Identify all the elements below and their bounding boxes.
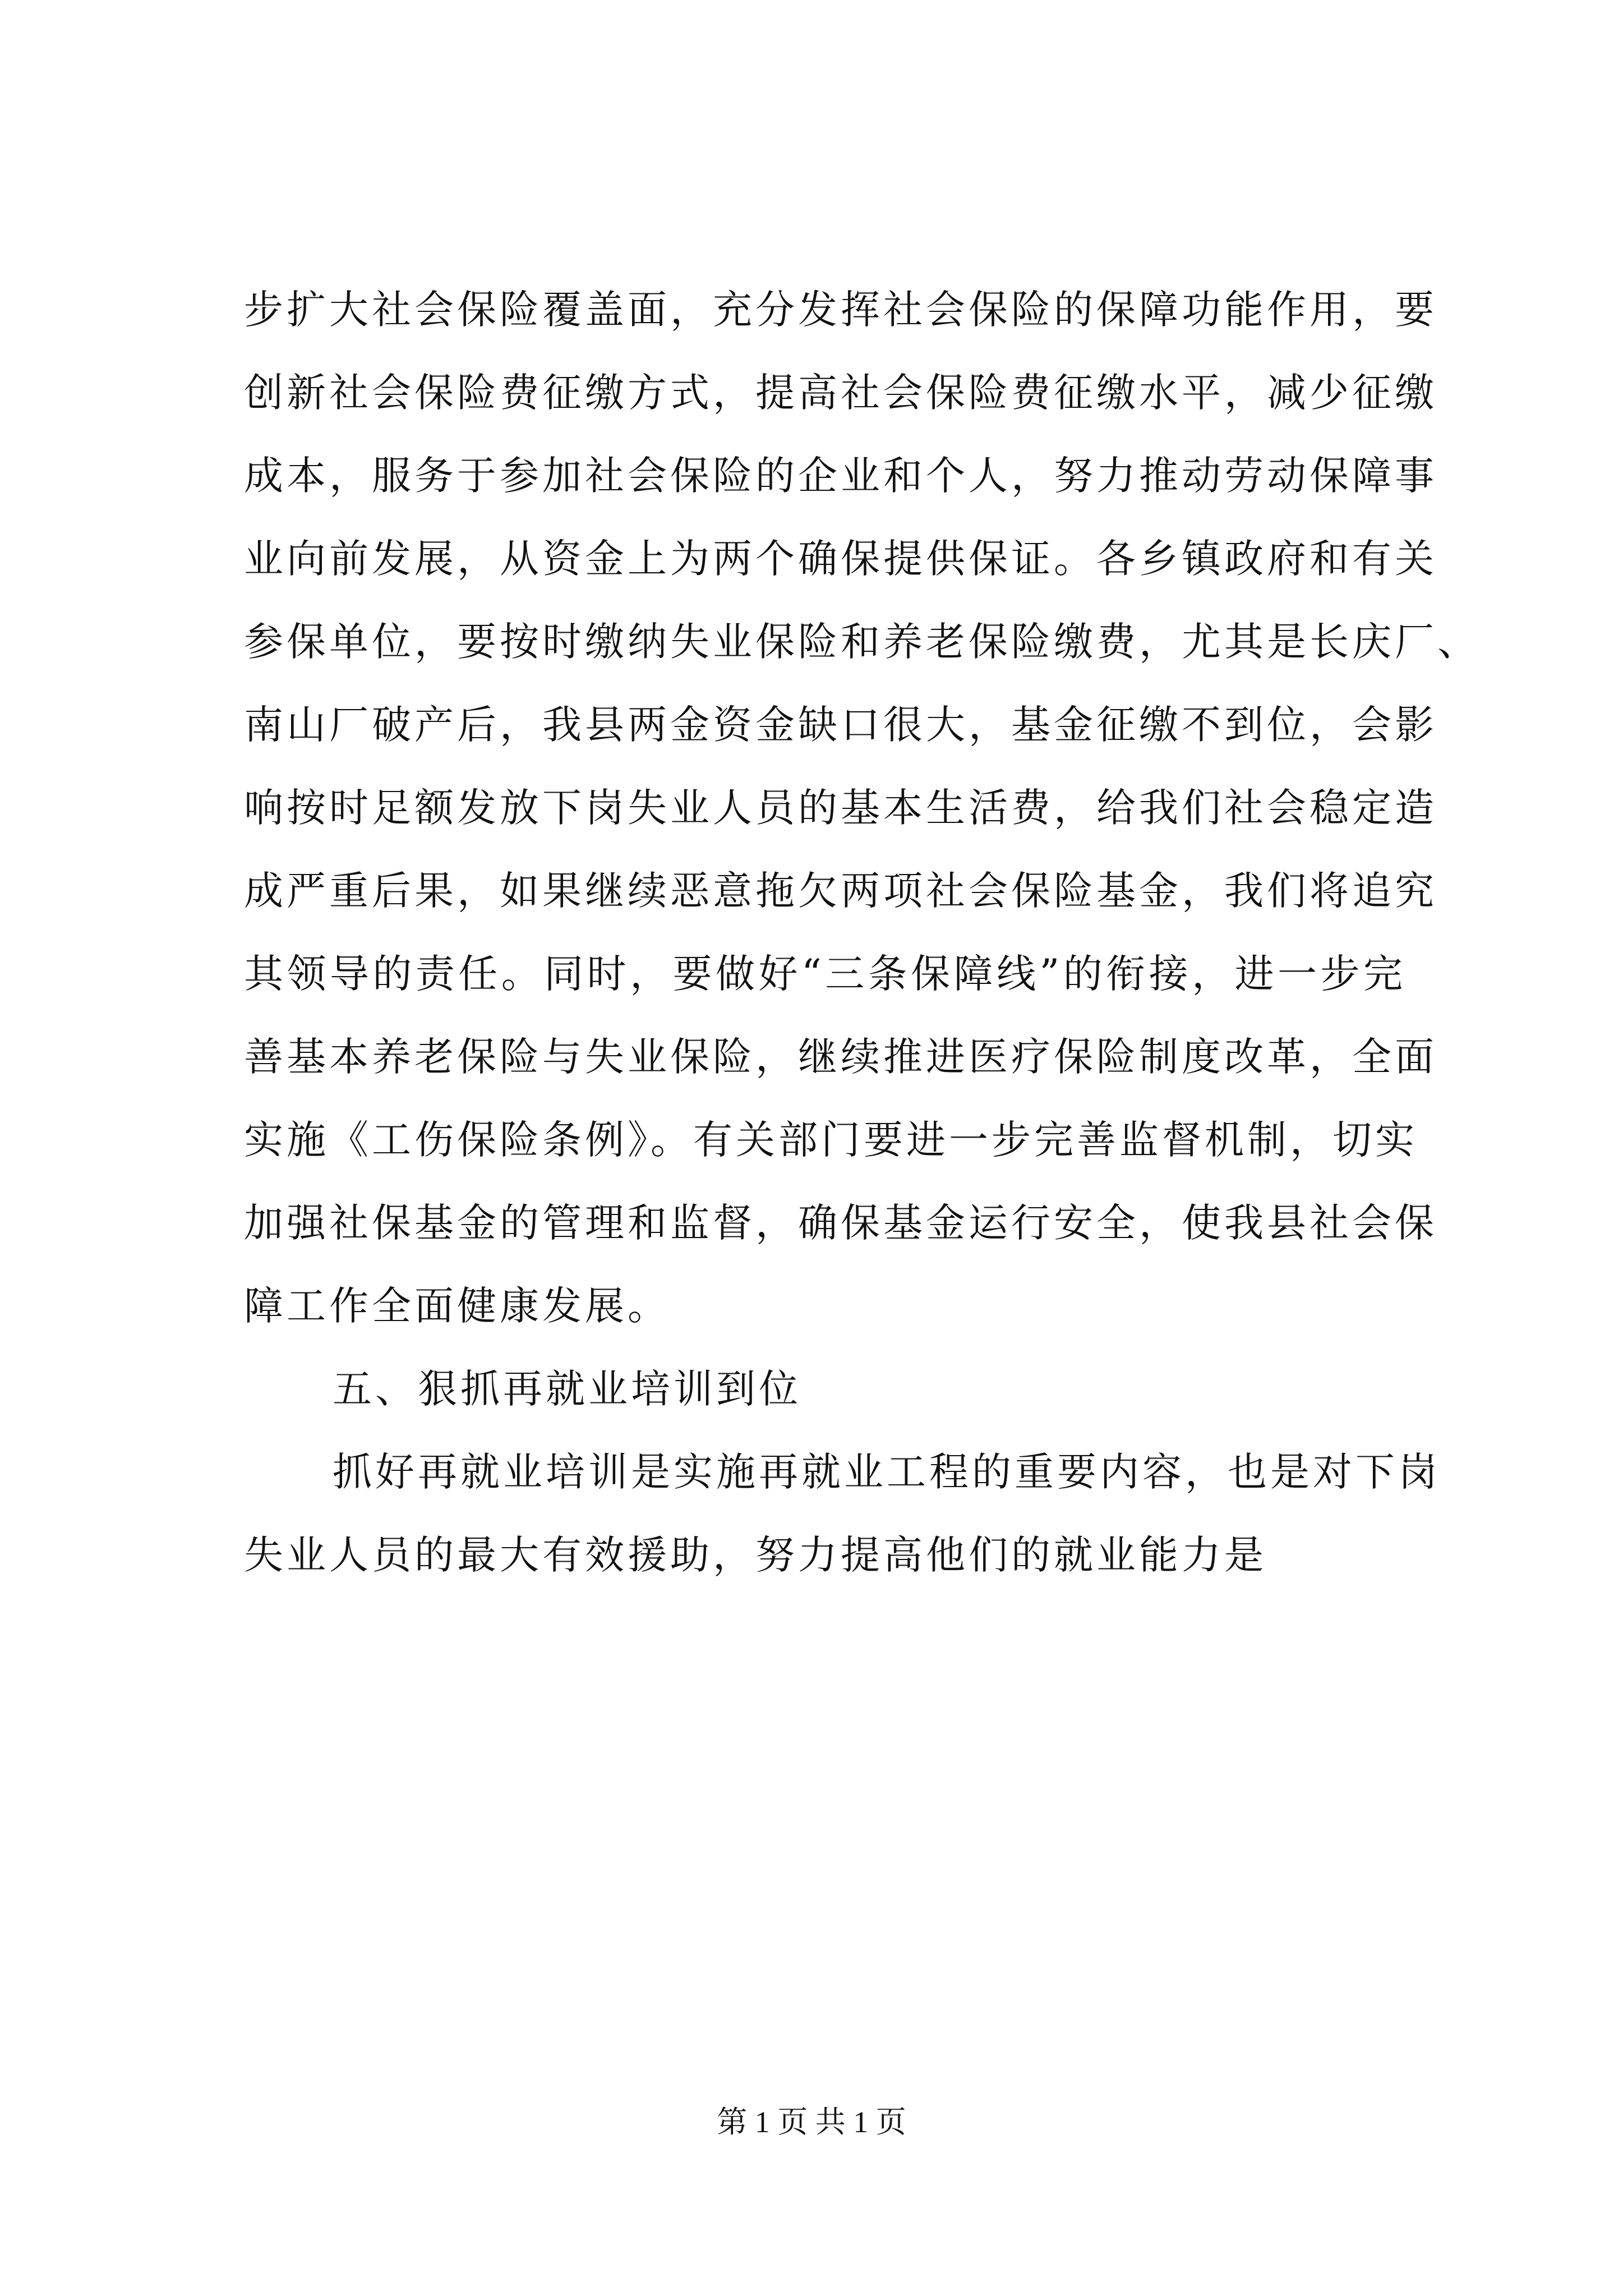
paragraph-line: 实施《工伤保险条例》。有关部门要进一步完善监督机制，切实 — [244, 1117, 1418, 1163]
paragraph-line: 加强社保基金的管理和监督，确保基金运行安全，使我县社会保 — [244, 1200, 1437, 1246]
paragraph-line: 障工作全面健康发展。 — [244, 1283, 670, 1329]
paragraph-line: 其领导的责任。同时，要做好“三条保障线”的衔接，进一步完 — [244, 951, 1406, 997]
paragraph-line: 成严重后果，如果继续恶意拖欠两项社会保险基金，我们将追究 — [244, 868, 1437, 914]
paragraph-line: 失业人员的最大有效援助，努力提高他们的就业能力是 — [244, 1532, 1267, 1578]
paragraph-line: 业向前发展，从资金上为两个确保提供保证。各乡镇政府和有关 — [244, 536, 1437, 582]
paragraph-line: 成本，服务于参加社会保险的企业和个人，努力推动劳动保障事 — [244, 453, 1437, 499]
paragraph-line: 参保单位，要按时缴纳失业保险和养老保险缴费，尤其是长庆厂、 — [244, 619, 1480, 665]
paragraph-line: 善基本养老保险与失业保险，继续推进医疗保险制度改革，全面 — [244, 1034, 1437, 1080]
paragraph-line: 创新社会保险费征缴方式，提高社会保险费征缴水平，减少征缴 — [244, 370, 1437, 416]
paragraph-line: 步扩大社会保险覆盖面，充分发挥社会保险的保障功能作用，要 — [244, 287, 1437, 333]
section-heading: 五、狠抓再就业培训到位 — [333, 1366, 801, 1412]
paragraph-line: 南山厂破产后，我县两金资金缺口很大，基金征缴不到位，会影 — [244, 702, 1437, 748]
paragraph-line: 抓好再就业培训是实施再就业工程的重要内容，也是对下岗 — [333, 1449, 1441, 1495]
page-footer: 第 1 页 共 1 页 — [717, 2105, 906, 2139]
paragraph-line: 响按时足额发放下岗失业人员的基本生活费，给我们社会稳定造 — [244, 785, 1437, 831]
document-body — [244, 268, 1480, 1596]
